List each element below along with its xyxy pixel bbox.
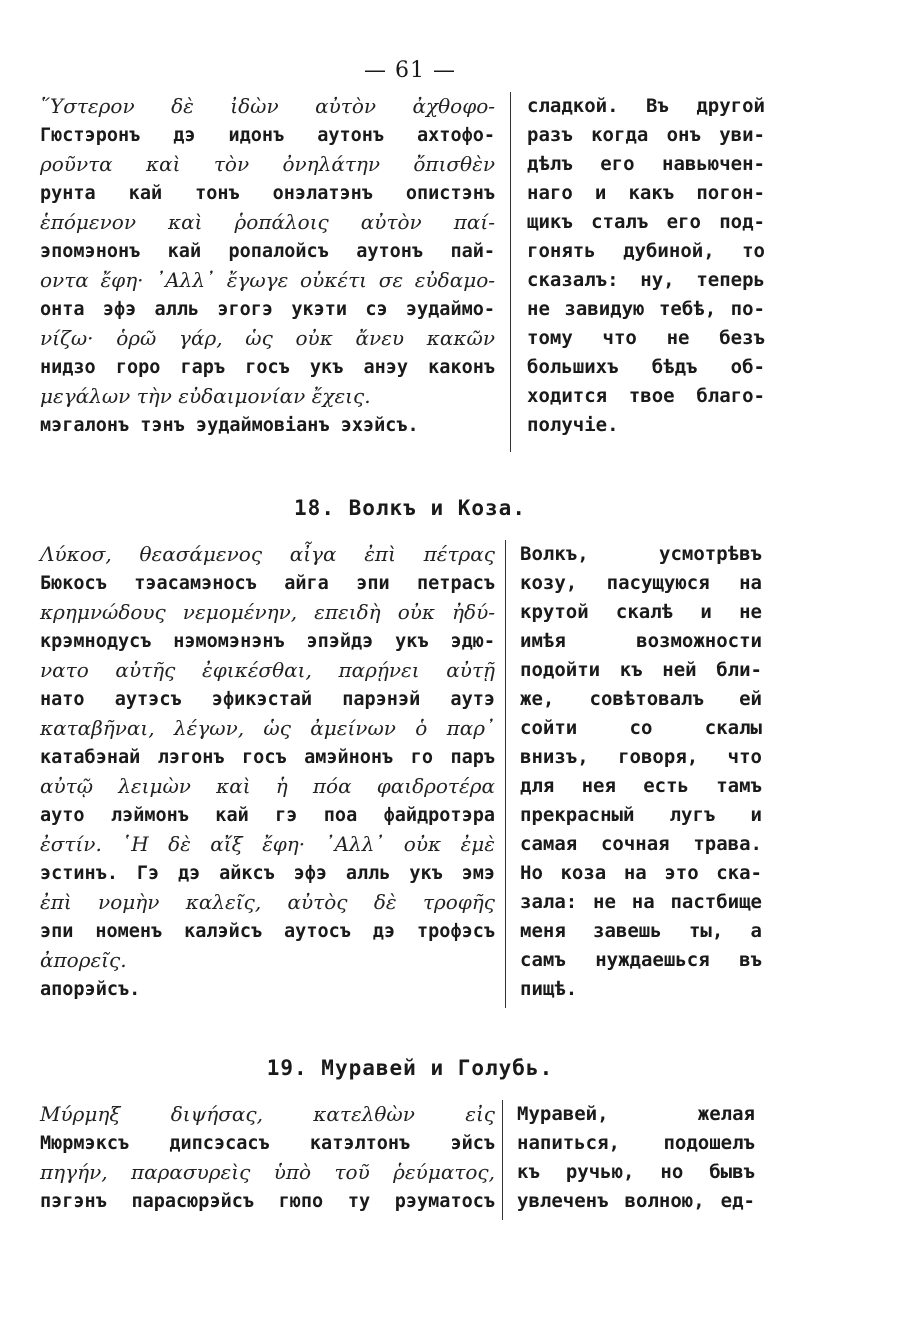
transliteration-line: катабэнай лэгонъ госъ амэйнонъ го паръ — [40, 747, 495, 768]
greek-line: ἀπορεῖς. — [40, 948, 127, 972]
fable-19-body — [40, 1100, 780, 1230]
russian-line: подойти къ ней бли- — [520, 659, 762, 681]
column-divider — [505, 540, 506, 1008]
transliteration-line: эпомэнонъ кай ропалойсъ аутонъ пай- — [40, 241, 495, 262]
greek-line: ῞Υστερον δὲ ἰδὼν αὐτὸν ἀχθοφο- — [40, 94, 495, 118]
fable-17-greek-column — [40, 92, 495, 440]
russian-line: имѣя возможности — [520, 630, 762, 652]
column-divider — [502, 1100, 503, 1220]
russian-line: Волкъ, усмотрѣвъ — [520, 543, 762, 565]
fable-18-russian-column — [520, 540, 762, 1004]
greek-line: αὐτῷ λειμὼν καὶ ἡ πόα φαιδροτέρα — [40, 774, 495, 798]
fable-18-title: 18. Волкъ и Коза. — [294, 496, 526, 520]
fable-19-title: 19. Муравей и Голубь. — [266, 1056, 554, 1080]
russian-line: прекрасный лугъ и — [520, 804, 762, 826]
fable-18-greek-column — [40, 540, 495, 1004]
greek-line: ἑπόμενον καὶ ῥοπάλοις αὐτὸν παί- — [40, 210, 495, 234]
russian-line: получіе. — [527, 414, 619, 436]
greek-line: νατο αὐτῆς ἐφικέσθαι, παρῄνει αὐτῇ — [40, 658, 495, 682]
fable-19-russian-column — [517, 1100, 755, 1216]
russian-line: дѣлъ его навьючен- — [527, 153, 765, 175]
greek-line: μεγάλων τὴν εὐδαιμονίαν ἔχεις. — [40, 384, 371, 408]
russian-line: не завидую тебѣ, по- — [527, 298, 765, 320]
transliteration-line: нидзо горо гаръ госъ укъ анэу каконъ — [40, 357, 495, 378]
fable-17-continuation — [40, 92, 780, 452]
russian-line: Но коза на это ска- — [520, 862, 762, 884]
russian-line: сказалъ: ну, теперь — [527, 269, 765, 291]
page-number: — 61 — — [364, 58, 456, 83]
fable-18-body — [40, 540, 780, 1010]
russian-line: меня завешь ты, а — [520, 920, 762, 942]
transliteration-line: нато аутэсъ эфикэстай парэнэй аутэ — [40, 689, 495, 710]
greek-line: καταβῆναι, λέγων, ὡς ἀμείνων ὁ παρ᾿ — [40, 716, 495, 740]
fable-17-russian-column — [527, 92, 765, 440]
russian-line: сойти со скалы — [520, 717, 762, 739]
russian-line: ходится твое благо- — [527, 385, 765, 407]
greek-line: οντα ἔφη· ᾿Αλλ᾿ ἔγωγε οὐκέτι σε εὐδαμο- — [40, 268, 495, 292]
transliteration-line: онта эфэ алль эгогэ укэти сэ эудаймо- — [40, 299, 495, 320]
greek-line: νίζω· ὁρῶ γάρ, ὡς οὐκ ἄνευ κακῶν — [40, 326, 495, 350]
russian-line: пищѣ. — [520, 978, 578, 1000]
greek-line: πηγήν, παρασυρεὶς ὑπὸ τοῦ ῥεύματος, — [40, 1160, 495, 1184]
transliteration-line: ауто лэймонъ кай гэ поа файдротэра — [40, 805, 495, 826]
transliteration-line: Мюрмэксъ дипсэсасъ катэлтонъ эйсъ — [40, 1133, 495, 1154]
russian-line: гонять дубиной, то — [527, 240, 765, 262]
russian-line: наго и какъ погон- — [527, 182, 765, 204]
transliteration-line: крэмнодусъ нэмомэнэнъ эпэйдэ укъ эдю- — [40, 631, 495, 652]
russian-line: внизъ, говоря, что — [520, 746, 762, 768]
fable-19-greek-column — [40, 1100, 495, 1216]
russian-line: Муравей, желая — [517, 1103, 755, 1125]
russian-line: сладкой. Въ другой — [527, 95, 765, 117]
transliteration-line: апорэйсъ. — [40, 979, 141, 1000]
russian-line: большихъ бѣдъ об- — [527, 356, 765, 378]
transliteration-line: Бюкосъ тэасамэносъ айга эпи петрасъ — [40, 573, 495, 594]
russian-line: къ ручью, но бывъ — [517, 1161, 755, 1183]
transliteration-line: мэгалонъ тэнъ эудаймовіанъ эхэйсъ. — [40, 415, 419, 436]
transliteration-line: эстинъ. Гэ дэ айксъ эфэ алль укъ эмэ — [40, 863, 495, 884]
greek-line: ἐστίν. ῾Η δὲ αἴξ ἔφη· ᾿Αλλ᾿ οὐκ ἐμὲ — [40, 832, 495, 856]
russian-line: щикъ сталъ его под- — [527, 211, 765, 233]
russian-line: для нея есть тамъ — [520, 775, 762, 797]
greek-line: Μύρμηξ διψήσας, κατελθὼν εἰς — [40, 1102, 495, 1126]
greek-line: ροῦντα καὶ τὸν ὀνηλάτην ὄπισθὲν — [40, 152, 495, 176]
russian-line: увлеченъ волною, ед- — [517, 1190, 755, 1212]
russian-line: самъ нуждаешься въ — [520, 949, 762, 971]
russian-line: зала: не на пастбище — [520, 891, 762, 913]
russian-line: напиться, подошелъ — [517, 1132, 755, 1154]
russian-line: же, совѣтовалъ ей — [520, 688, 762, 710]
greek-line: Λύκοσ, θεασάμενος αἶγα ἐπὶ πέτρας — [40, 542, 495, 566]
column-divider — [510, 92, 511, 452]
russian-line: крутой скалѣ и не — [520, 601, 762, 623]
transliteration-line: эпи номенъ калэйсъ аутосъ дэ трофэсъ — [40, 921, 495, 942]
transliteration-line: пэгэнъ парасюрэйсъ гюпо ту рэуматосъ — [40, 1191, 495, 1212]
greek-line: ἐπὶ νομὴν καλεῖς, αὐτὸς δὲ τροφῆς — [40, 890, 495, 914]
russian-line: самая сочная трава. — [520, 833, 762, 855]
transliteration-line: рунта кай тонъ онэлатэнъ опистэнъ — [40, 183, 495, 204]
russian-line: разъ когда онъ уви- — [527, 124, 765, 146]
transliteration-line: Гюстэронъ дэ идонъ аутонъ ахтофо- — [40, 125, 495, 146]
russian-line: козу, пасущуюся на — [520, 572, 762, 594]
greek-line: κρημνώδους νεμομένην, επειδὴ οὐκ ἠδύ- — [40, 600, 495, 624]
russian-line: тому что не безъ — [527, 327, 765, 349]
